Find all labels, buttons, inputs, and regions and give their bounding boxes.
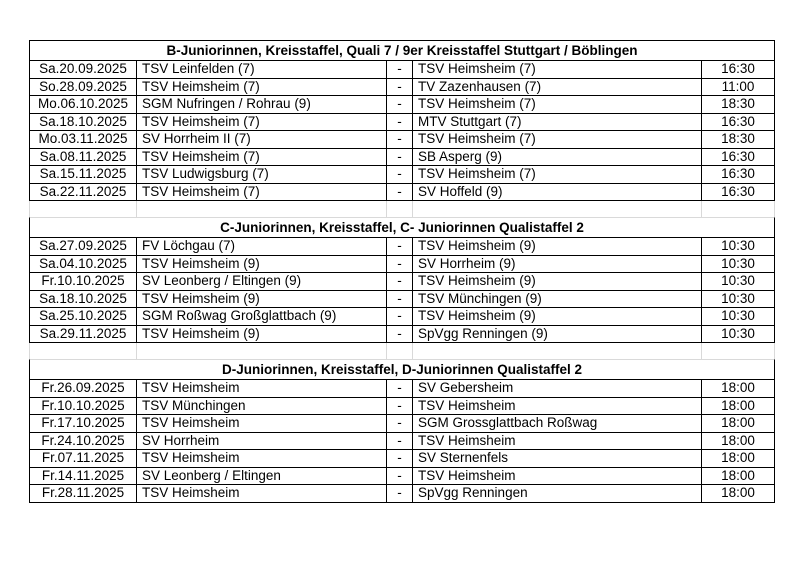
gap-cell xyxy=(413,343,702,359)
gap-row xyxy=(29,201,775,217)
separator: - xyxy=(387,450,413,467)
table-row xyxy=(30,433,774,451)
separator: - xyxy=(387,238,413,255)
separator: - xyxy=(387,291,413,308)
home-team: TSV Heimsheim xyxy=(137,485,387,502)
table-row xyxy=(30,238,774,256)
home-team: TSV Heimsheim (7) xyxy=(137,114,387,131)
home-team: FV Löchgau (7) xyxy=(137,238,387,255)
match-date: Fr.17.10.2025 xyxy=(30,415,137,432)
kickoff-time: 10:30 xyxy=(721,325,755,341)
match-date: Sa.15.11.2025 xyxy=(30,166,137,183)
kickoff-time: 18:00 xyxy=(721,397,755,413)
match-date: Fr.14.11.2025 xyxy=(30,468,137,485)
home-team: TSV Heimsheim (7) xyxy=(137,79,387,96)
away-team: TSV Heimsheim (7) xyxy=(413,61,702,78)
table-title: C-Juniorinnen, Kreisstaffel, C- Juniorinnen Qualistaffel 2 xyxy=(30,218,774,238)
away-team: SV Gebersheim xyxy=(413,380,702,397)
table-row xyxy=(30,380,774,398)
away-team: TSV Heimsheim xyxy=(413,398,702,415)
kickoff-time: 18:00 xyxy=(721,380,755,395)
kickoff-time: 16:30 xyxy=(721,61,755,76)
table-row xyxy=(30,485,774,502)
away-team: TSV Heimsheim xyxy=(413,433,702,450)
match-date: Mo.06.10.2025 xyxy=(30,96,137,113)
match-date: Sa.18.10.2025 xyxy=(30,114,137,131)
gap-cell xyxy=(30,343,137,359)
home-team: TSV Leinfelden (7) xyxy=(137,61,387,78)
home-team: TSV Heimsheim (9) xyxy=(137,291,387,308)
separator: - xyxy=(387,114,413,131)
gap-cell xyxy=(702,201,774,217)
table-row xyxy=(30,273,774,291)
separator: - xyxy=(387,415,413,432)
kickoff-time: 16:30 xyxy=(721,166,755,181)
home-team: TSV Heimsheim xyxy=(137,380,387,397)
home-team: TSV Heimsheim (9) xyxy=(137,326,387,343)
away-team: SV Sternenfels xyxy=(413,450,702,467)
match-date: So.28.09.2025 xyxy=(30,79,137,96)
table-row xyxy=(30,79,774,97)
gap-row xyxy=(29,343,775,359)
table-row xyxy=(30,114,774,132)
table-row xyxy=(30,415,774,433)
away-team: SpVgg Renningen (9) xyxy=(413,326,702,343)
separator: - xyxy=(387,79,413,96)
match-date: Sa.04.10.2025 xyxy=(30,256,137,273)
away-team: SV Hoffeld (9) xyxy=(413,184,702,201)
separator: - xyxy=(387,149,413,166)
away-team: SB Asperg (9) xyxy=(413,149,702,166)
kickoff-time: 10:30 xyxy=(721,238,755,253)
separator: - xyxy=(387,308,413,325)
match-date: Sa.25.10.2025 xyxy=(30,308,137,325)
away-team: TSV Heimsheim (9) xyxy=(413,308,702,325)
kickoff-time: 18:00 xyxy=(721,485,755,500)
table-row xyxy=(30,256,774,274)
kickoff-time: 18:30 xyxy=(721,96,755,111)
table-title: B-Juniorinnen, Kreisstaffel, Quali 7 / 9er Kreisstaffel Stuttgart / Böblingen xyxy=(30,41,774,61)
separator: - xyxy=(387,61,413,78)
match-date: Fr.07.11.2025 xyxy=(30,450,137,467)
separator: - xyxy=(387,131,413,148)
schedule-tables xyxy=(29,40,775,503)
kickoff-time: 16:30 xyxy=(721,148,755,164)
match-table xyxy=(29,217,775,343)
gap-cell xyxy=(137,201,387,217)
match-date: Mo.03.11.2025 xyxy=(30,131,137,148)
kickoff-time: 11:00 xyxy=(721,78,755,94)
match-date: Fr.10.10.2025 xyxy=(30,273,137,290)
separator: - xyxy=(387,326,413,343)
separator: - xyxy=(387,184,413,201)
home-team: TSV Münchingen xyxy=(137,398,387,415)
match-table xyxy=(29,359,775,503)
match-date: Fr.26.09.2025 xyxy=(30,380,137,397)
kickoff-time: 10:30 xyxy=(721,273,755,288)
kickoff-time: 18:00 xyxy=(721,467,755,483)
gap-cell xyxy=(137,343,387,359)
gap-cell xyxy=(413,201,702,217)
gap-cell xyxy=(702,343,774,359)
match-date: Fr.28.11.2025 xyxy=(30,485,137,502)
table-row xyxy=(30,166,774,184)
kickoff-time: 18:00 xyxy=(721,415,755,430)
away-team: MTV Stuttgart (7) xyxy=(413,114,702,131)
separator: - xyxy=(387,273,413,290)
match-date: Sa.29.11.2025 xyxy=(30,326,137,343)
away-team: SGM Grossglattbach Roßwag xyxy=(413,415,702,432)
match-table xyxy=(29,40,775,201)
table-row xyxy=(30,184,774,201)
gap-cell xyxy=(387,343,413,359)
kickoff-time: 10:30 xyxy=(721,290,755,306)
separator: - xyxy=(387,380,413,397)
table-row xyxy=(30,149,774,167)
kickoff-time: 10:30 xyxy=(721,308,755,323)
table-row xyxy=(30,326,774,343)
away-team: SpVgg Renningen xyxy=(413,485,702,502)
home-team: SV Leonberg / Eltingen (9) xyxy=(137,273,387,290)
kickoff-time: 16:30 xyxy=(721,183,755,199)
home-team: TSV Ludwigsburg (7) xyxy=(137,166,387,183)
table-row xyxy=(30,468,774,486)
kickoff-time: 16:30 xyxy=(721,113,755,129)
home-team: SGM Nufringen / Rohrau (9) xyxy=(137,96,387,113)
separator: - xyxy=(387,96,413,113)
away-team: TSV Heimsheim (9) xyxy=(413,238,702,255)
away-team: TSV Heimsheim (7) xyxy=(413,131,702,148)
table-row xyxy=(30,131,774,149)
separator: - xyxy=(387,485,413,502)
match-date: Fr.24.10.2025 xyxy=(30,433,137,450)
match-date: Sa.27.09.2025 xyxy=(30,238,137,255)
home-team: TSV Heimsheim (9) xyxy=(137,256,387,273)
gap-cell xyxy=(30,201,137,217)
home-team: TSV Heimsheim (7) xyxy=(137,184,387,201)
home-team: SGM Roßwag Großglattbach (9) xyxy=(137,308,387,325)
table-row xyxy=(30,96,774,114)
separator: - xyxy=(387,256,413,273)
table-row xyxy=(30,291,774,309)
gap-cell xyxy=(387,201,413,217)
kickoff-time: 18:30 xyxy=(721,131,755,146)
table-row xyxy=(30,308,774,326)
kickoff-time: 10:30 xyxy=(721,255,755,271)
separator: - xyxy=(387,166,413,183)
separator: - xyxy=(387,468,413,485)
home-team: TSV Heimsheim (7) xyxy=(137,149,387,166)
match-date: Sa.18.10.2025 xyxy=(30,291,137,308)
home-team: SV Leonberg / Eltingen xyxy=(137,468,387,485)
home-team: TSV Heimsheim xyxy=(137,450,387,467)
match-date: Sa.22.11.2025 xyxy=(30,184,137,201)
match-date: Fr.10.10.2025 xyxy=(30,398,137,415)
separator: - xyxy=(387,433,413,450)
match-date: Sa.08.11.2025 xyxy=(30,149,137,166)
table-title: D-Juniorinnen, Kreisstaffel, D-Juniorinnen Qualistaffel 2 xyxy=(30,360,774,380)
away-team: TSV Heimsheim (7) xyxy=(413,166,702,183)
table-row xyxy=(30,398,774,416)
away-team: TSV Heimsheim (9) xyxy=(413,273,702,290)
match-date: Sa.20.09.2025 xyxy=(30,61,137,78)
away-team: TSV Münchingen (9) xyxy=(413,291,702,308)
home-team: SV Horrheim xyxy=(137,433,387,450)
kickoff-time: 18:00 xyxy=(721,450,755,465)
table-row xyxy=(30,450,774,468)
home-team: TSV Heimsheim xyxy=(137,415,387,432)
away-team: TSV Heimsheim xyxy=(413,468,702,485)
separator: - xyxy=(387,398,413,415)
away-team: SV Horrheim (9) xyxy=(413,256,702,273)
away-team: TV Zazenhausen (7) xyxy=(413,79,702,96)
kickoff-time: 18:00 xyxy=(721,432,755,448)
home-team: SV Horrheim II (7) xyxy=(137,131,387,148)
away-team: TSV Heimsheim (7) xyxy=(413,96,702,113)
table-row xyxy=(30,61,774,79)
